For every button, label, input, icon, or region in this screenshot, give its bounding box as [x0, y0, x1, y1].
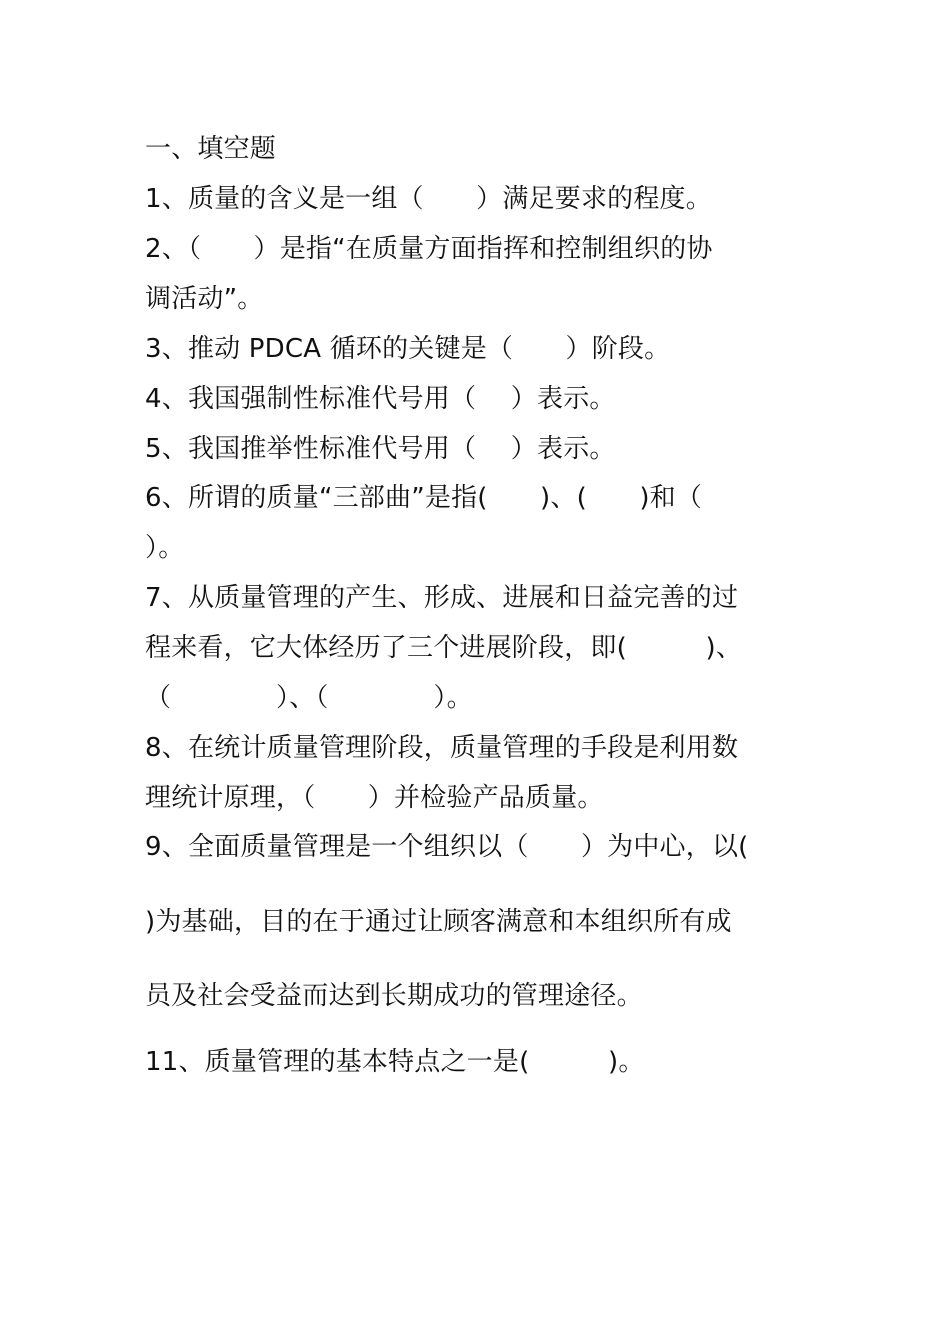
question-line: 理统计原理，（ ）并检验产品质量。 — [145, 783, 604, 813]
question-line: 11、质量管理的基本特点之一是( )。 — [145, 1047, 645, 1077]
question-line: 4、我国强制性标准代号用（ ）表示。 — [145, 384, 616, 414]
question-line: 调活动”。 — [145, 284, 264, 314]
question-line: 3、推动 PDCA 循环的关键是（ ）阶段。 — [145, 334, 671, 364]
question-line: 程来看，它大体经历了三个进展阶段，即( )、 — [145, 633, 743, 663]
section-title: 一、填空题 — [145, 134, 277, 164]
question-line: 5、我国推举性标准代号用（ ）表示。 — [145, 434, 616, 464]
question-line: 8、在统计质量管理阶段，质量管理的手段是利用数 — [145, 733, 739, 763]
question-line: 9、全面质量管理是一个组织以（ ）为中心，以( — [145, 832, 749, 862]
question-line: 6、所谓的质量“三部曲”是指( )、( )和（ — [145, 483, 703, 513]
question-line: 7、从质量管理的产生、形成、进展和日益完善的过 — [145, 583, 739, 613]
question-line: 2、（ ）是指“在质量方面指挥和控制组织的协 — [145, 234, 713, 264]
question-line: （ ）、（ ）。 — [145, 683, 473, 713]
question-line: 员及社会受益而达到长期成功的管理途径。 — [145, 981, 643, 1011]
question-line: ）。 — [145, 533, 185, 563]
question-line: 1、质量的含义是一组（ ）满足要求的程度。 — [145, 184, 712, 214]
question-line: )为基础，目的在于通过让顾客满意和本组织所有成 — [145, 907, 732, 937]
